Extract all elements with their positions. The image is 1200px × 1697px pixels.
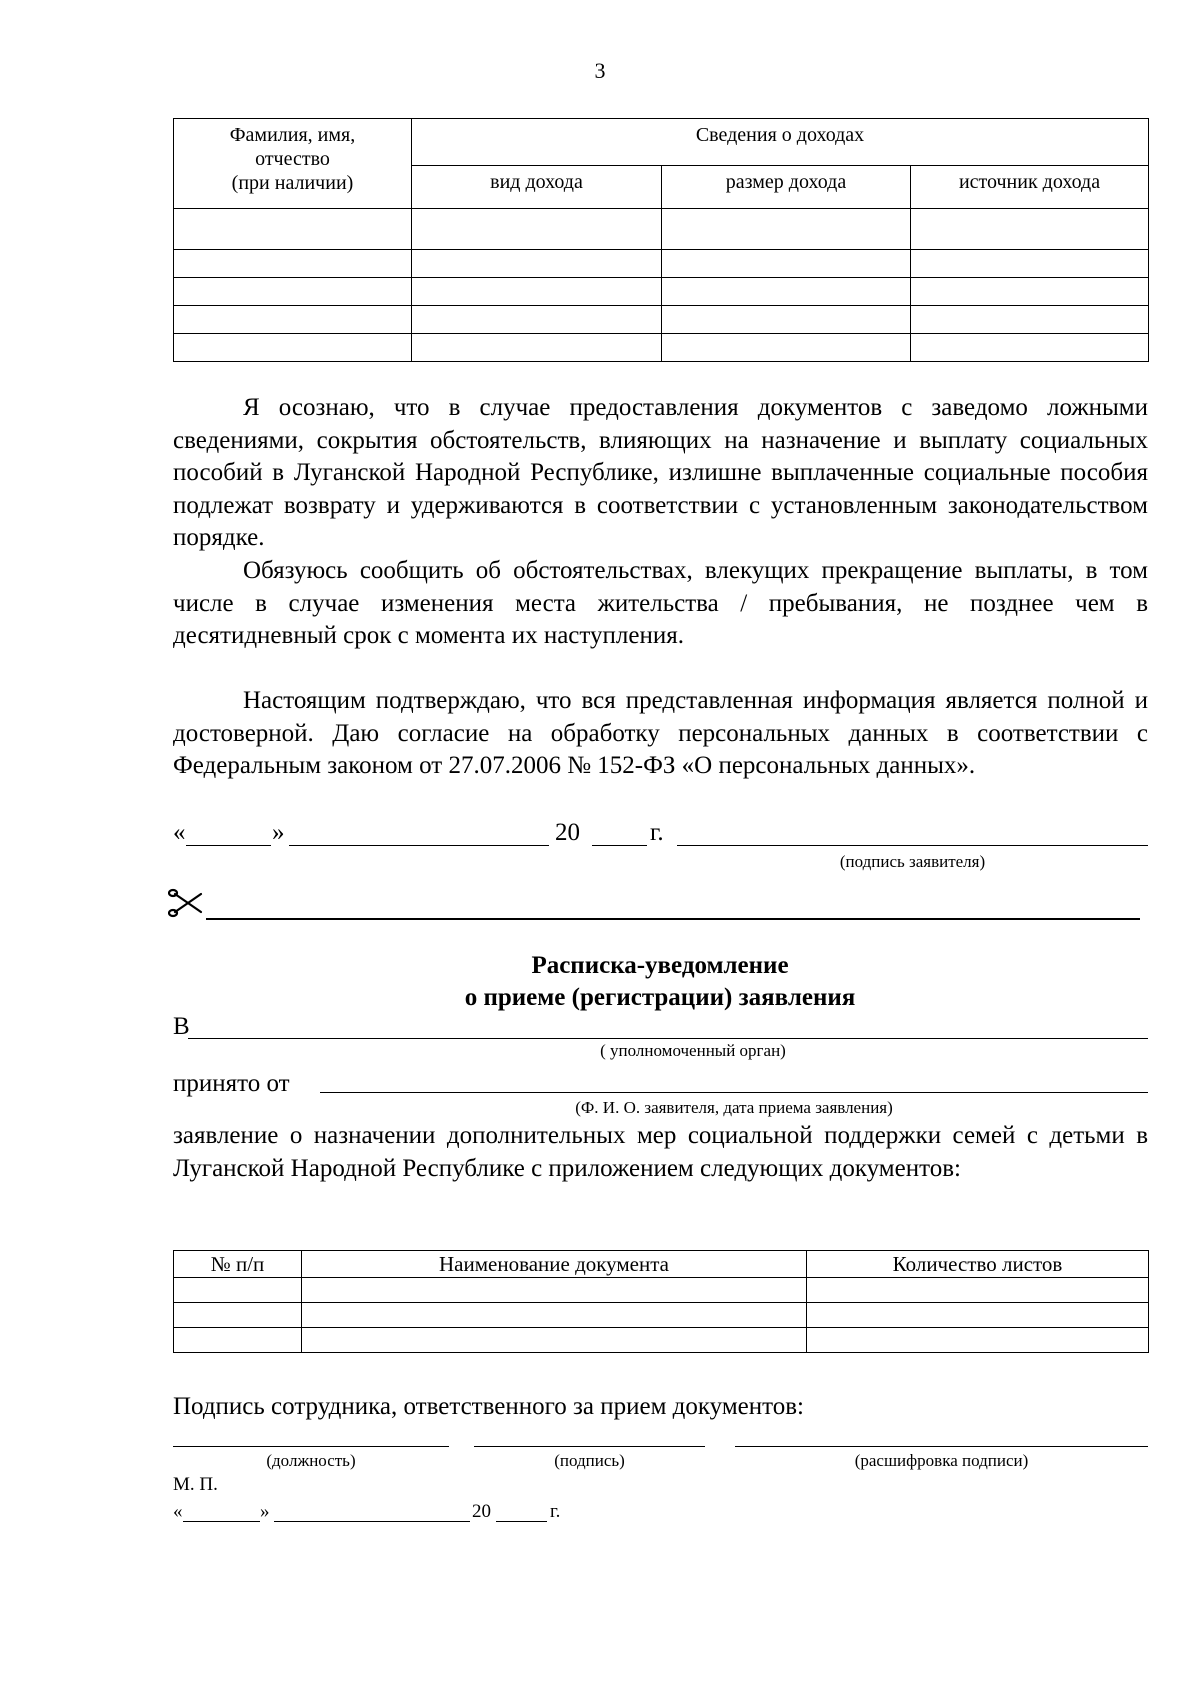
docs-col-number: № п/п: [174, 1251, 302, 1278]
table-row: [174, 1278, 1149, 1303]
table-row: [174, 306, 1149, 334]
table-cell[interactable]: [807, 1278, 1149, 1303]
employee-date-close-quote: »: [260, 1501, 270, 1522]
date-day-field[interactable]: [186, 845, 271, 846]
income-source-header: источник дохода: [911, 166, 1149, 209]
table-cell[interactable]: [302, 1303, 807, 1328]
table-cell[interactable]: [911, 306, 1149, 334]
table-cell[interactable]: [911, 334, 1149, 362]
income-table-name-header: [174, 119, 412, 209]
paragraph-consent-text: Настоящим подтверждаю, что вся представленная информация является полной и достоверной. Даю согласие на обработку персональных данных в соответствии с Федеральным законом от 27.07.2006 № 152-ФЗ «О персональных данных».: [173, 687, 1148, 780]
table-cell[interactable]: [662, 209, 911, 250]
docs-col-pages: Количество листов: [807, 1251, 1149, 1278]
receipt-in-label: В: [173, 1013, 190, 1040]
table-cell[interactable]: [662, 250, 911, 278]
applicant-signature-caption: (подпись заявителя): [839, 852, 986, 871]
table-row: [174, 1328, 1149, 1353]
signature-decoding-caption: (расшифровка подписи): [854, 1451, 1029, 1470]
table-cell[interactable]: [412, 278, 662, 306]
signature-decoding-field[interactable]: [735, 1446, 1148, 1447]
name-header-line-1: Фамилия, имя,: [229, 124, 356, 146]
employee-date-year-prefix: 20: [472, 1501, 491, 1522]
paragraph-consent: [173, 685, 1148, 783]
employee-signature-heading: Подпись сотрудника, ответственного за прием документов:: [173, 1393, 804, 1420]
table-cell[interactable]: [174, 278, 412, 306]
table-cell[interactable]: [911, 278, 1149, 306]
employee-signature-field[interactable]: [474, 1446, 705, 1447]
table-cell[interactable]: [302, 1328, 807, 1353]
cut-line: [206, 918, 1140, 920]
table-cell[interactable]: [412, 306, 662, 334]
paragraph-obligation: [173, 555, 1148, 653]
employee-date-day-field[interactable]: [183, 1521, 260, 1522]
page-number: 3: [594, 58, 606, 83]
table-cell[interactable]: [174, 209, 412, 250]
receipt-statement-text: заявление о назначении дополнительных мер социальной поддержки семей с детьми в Луганской Народной Республике с приложением следующих документов:: [173, 1122, 1148, 1182]
table-row: [174, 1303, 1149, 1328]
paragraph-obligation-text: Обязуюсь сообщить об обстоятельствах, влекущих прекращение выплаты, в том числе в случае изменения места жительства / пребывания, не позднее чем в десятидневный срок с момента их наступления.: [173, 557, 1148, 650]
documents-table-header: [174, 1251, 1149, 1278]
table-cell[interactable]: [412, 334, 662, 362]
table-row: [174, 250, 1149, 278]
authority-caption: ( уполномоченный орган): [600, 1041, 786, 1060]
date-year-prefix: 20: [555, 819, 580, 846]
table-cell[interactable]: [174, 306, 412, 334]
table-cell[interactable]: [174, 1328, 302, 1353]
table-cell[interactable]: [662, 278, 911, 306]
paragraph-liability: [173, 392, 1148, 555]
table-row: [174, 278, 1149, 306]
docs-col-name: Наименование документа: [302, 1251, 807, 1278]
table-cell[interactable]: [807, 1303, 1149, 1328]
table-cell[interactable]: [911, 250, 1149, 278]
receipt-statement: [173, 1120, 1148, 1185]
applicant-name-date-caption: (Ф. И. О. заявителя, дата приема заявления): [575, 1098, 893, 1117]
table-cell[interactable]: [412, 250, 662, 278]
income-amount-header: размер дохода: [662, 166, 911, 209]
table-cell[interactable]: [174, 1303, 302, 1328]
table-cell[interactable]: [174, 334, 412, 362]
position-caption: (должность): [266, 1451, 356, 1470]
table-cell[interactable]: [662, 334, 911, 362]
authority-field[interactable]: [188, 1038, 1148, 1039]
position-field[interactable]: [173, 1446, 449, 1447]
table-cell[interactable]: [412, 209, 662, 250]
employee-signature-caption: (подпись): [554, 1451, 625, 1470]
name-header-line-2: отчество: [255, 148, 330, 170]
income-group-header: Сведения о доходах: [412, 119, 1149, 166]
applicant-signature-field[interactable]: [677, 845, 1148, 846]
date-open-quote: «: [173, 819, 186, 846]
table-cell[interactable]: [174, 250, 412, 278]
receipt-accepted-label: принято от: [173, 1070, 290, 1097]
employee-date-year-field[interactable]: [496, 1521, 547, 1522]
table-row: [174, 209, 1149, 250]
date-year-field[interactable]: [592, 845, 647, 846]
receipt-title-line-1: Расписка-уведомление: [531, 952, 789, 979]
date-month-field[interactable]: [289, 845, 549, 846]
income-table: [173, 118, 1149, 362]
date-year-suffix: г.: [650, 819, 664, 846]
table-cell[interactable]: [302, 1278, 807, 1303]
employee-date-year-suffix: г.: [550, 1501, 561, 1522]
employee-date-month-field[interactable]: [274, 1521, 470, 1522]
table-cell[interactable]: [911, 209, 1149, 250]
scissors-icon: [168, 888, 204, 918]
employee-date-open-quote: «: [173, 1501, 183, 1522]
name-header-line-3: (при наличии): [231, 172, 354, 194]
applicant-name-date-field[interactable]: [320, 1092, 1148, 1093]
paragraph-liability-text: Я осознаю, что в случае предоставления документов с заведомо ложными сведениями, сокрытия обстоятельств, влияющих на назначение и выплату социальных пособий в Луганской Народной Республике, излишне выплаченные социальные пособия подлежат возврату и удерживаются в соответствии с установленным законодательством порядке.: [173, 394, 1148, 552]
receipt-title-line-2: о приеме (регистрации) заявления: [464, 984, 856, 1011]
table-cell[interactable]: [807, 1328, 1149, 1353]
documents-table: [173, 1250, 1149, 1353]
income-type-header: вид дохода: [412, 166, 662, 209]
table-row: [174, 334, 1149, 362]
table-cell[interactable]: [174, 1278, 302, 1303]
date-close-quote: »: [272, 819, 285, 846]
table-cell[interactable]: [662, 306, 911, 334]
stamp-label: М. П.: [173, 1474, 218, 1495]
